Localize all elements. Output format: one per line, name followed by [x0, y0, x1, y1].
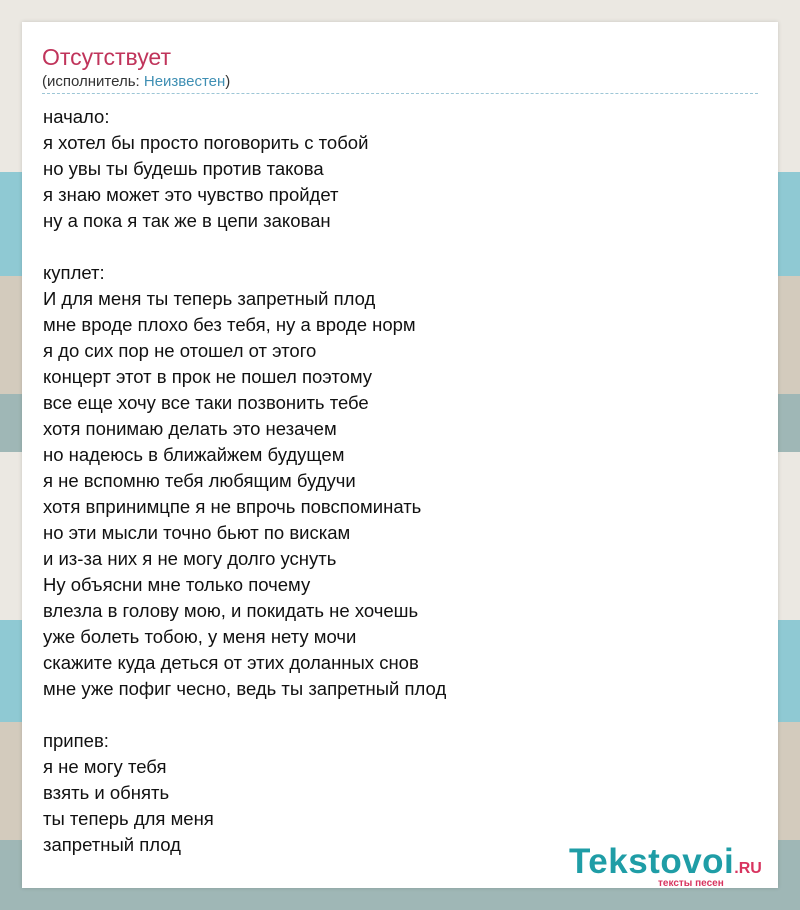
- lyric-line: но надеюсь в ближайжем будущем: [43, 444, 345, 465]
- lyric-line: я не могу тебя: [43, 756, 167, 777]
- lyric-line: я до сих пор не отошел от этого: [43, 340, 317, 361]
- lyric-line: скажите куда деться от этих доланных снов: [43, 652, 419, 673]
- artist-link[interactable]: Неизвестен: [143, 73, 226, 90]
- artist-byline: [42, 73, 230, 91]
- lyric-line: все еще хочу все таки позвонить тебе: [43, 392, 369, 413]
- lyric-line: ты теперь для меня: [43, 808, 214, 829]
- lyric-line: припев:: [43, 730, 109, 751]
- title-divider: [42, 93, 758, 94]
- lyric-line: И для меня ты теперь запретный плод: [43, 288, 376, 309]
- lyric-line: [43, 702, 763, 728]
- lyric-line: Ну объясни мне только почему: [43, 574, 311, 595]
- byline-prefix: (исполнитель:: [42, 73, 144, 90]
- lyrics-card: [22, 22, 778, 888]
- lyrics-text: [43, 104, 763, 858]
- lyric-line: я не вспомню тебя любящим будучи: [43, 470, 356, 491]
- logo-tld: .RU: [734, 860, 762, 877]
- lyric-line: куплет:: [43, 262, 105, 283]
- lyric-line: уже болеть тобою, у меня нету мочи: [43, 626, 357, 647]
- lyric-line: концерт этот в прок не пошел поэтому: [43, 366, 373, 387]
- lyric-line: ну а пока я так же в цепи закован: [43, 210, 331, 231]
- lyric-line: но эти мысли точно бьют по вискам: [43, 522, 351, 543]
- lyric-line: влезла в голову мою, и покидать не хочешь: [43, 600, 419, 621]
- byline-suffix: ): [225, 73, 231, 90]
- lyric-line: начало:: [43, 106, 110, 127]
- site-logo[interactable]: [569, 842, 779, 892]
- lyric-line: и из-за них я не могу долго уснуть: [43, 548, 337, 569]
- lyric-line: я знаю может это чувство пройдет: [43, 184, 339, 205]
- lyric-line: мне уже пофиг чесно, ведь ты запретный плод: [43, 678, 447, 699]
- song-title: Отсутствует: [42, 44, 171, 70]
- lyric-line: хотя впринимцпе я не впрочь повспоминать: [43, 496, 422, 517]
- lyric-line: я хотел бы просто поговорить с тобой: [43, 132, 369, 153]
- lyric-line: но увы ты будешь против такова: [43, 158, 324, 179]
- lyric-line: взять и обнять: [43, 782, 170, 803]
- logo-name: Tekstovoi: [569, 842, 735, 881]
- lyric-line: мне вроде плохо без тебя, ну а вроде норм: [43, 314, 416, 335]
- lyric-line: хотя понимаю делать это незачем: [43, 418, 337, 439]
- lyric-line: запретный плод: [43, 834, 181, 855]
- lyric-line: [43, 234, 763, 260]
- logo-tagline: тексты песен: [658, 878, 724, 889]
